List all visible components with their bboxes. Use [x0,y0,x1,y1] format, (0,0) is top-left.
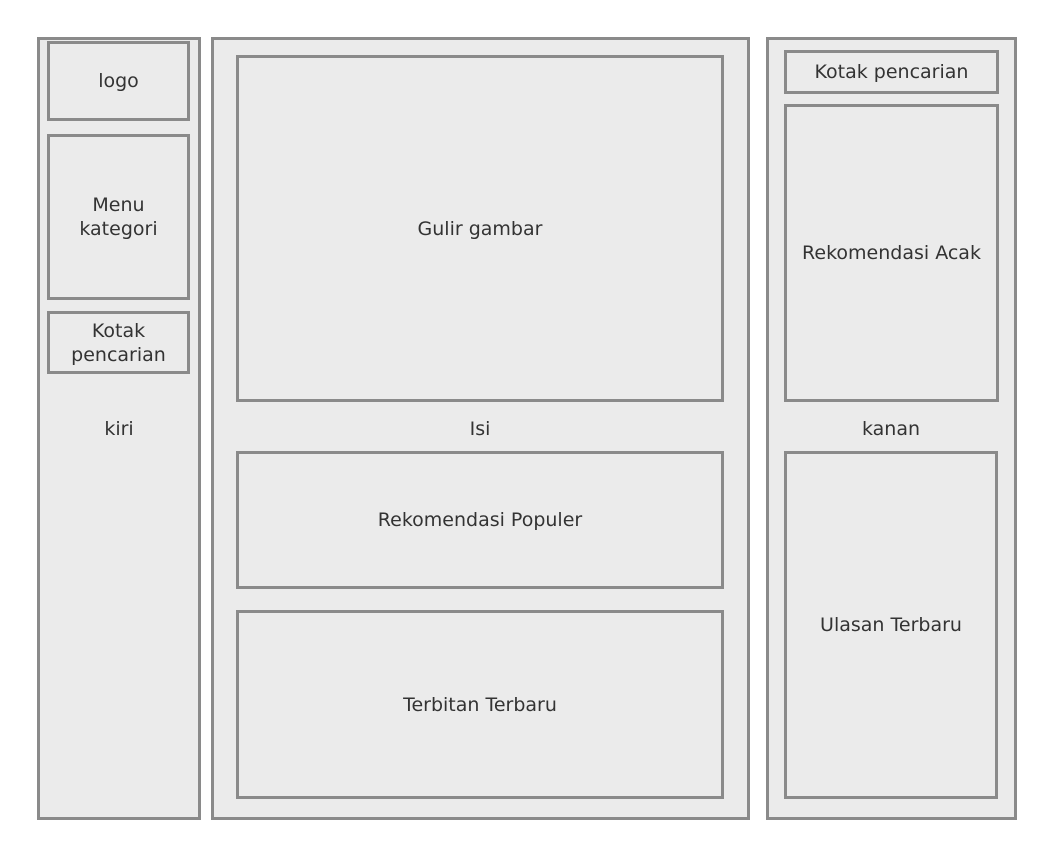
center-column-label: Isi [469,418,491,440]
logo-label: logo [98,70,139,92]
popular-label: Rekomendasi Populer [377,509,583,531]
category-menu-label: Menu kategori [79,194,158,240]
random-recommendation-box [784,104,999,402]
latest-published-label: Terbitan Terbaru [403,693,557,716]
category-menu-box [47,134,190,300]
latest-reviews-label: Ulasan Terbaru [820,614,962,636]
latest-reviews-box [784,451,998,799]
right-column-label: kanan [861,418,921,440]
popular-box [236,451,724,589]
left-column-label: kiri [104,418,134,440]
left-search-box [47,311,190,374]
left-search-label: Kotak pencarian [71,319,166,366]
random-recommendation-label: Rekomendasi Acak [802,242,981,264]
logo-box [47,41,190,121]
image-scroller-label: Gulir gambar [417,217,543,240]
image-scroller-box [236,55,724,402]
right-search-box [784,50,999,94]
right-search-label: Kotak pencarian [814,61,969,83]
latest-published-box [236,610,724,799]
